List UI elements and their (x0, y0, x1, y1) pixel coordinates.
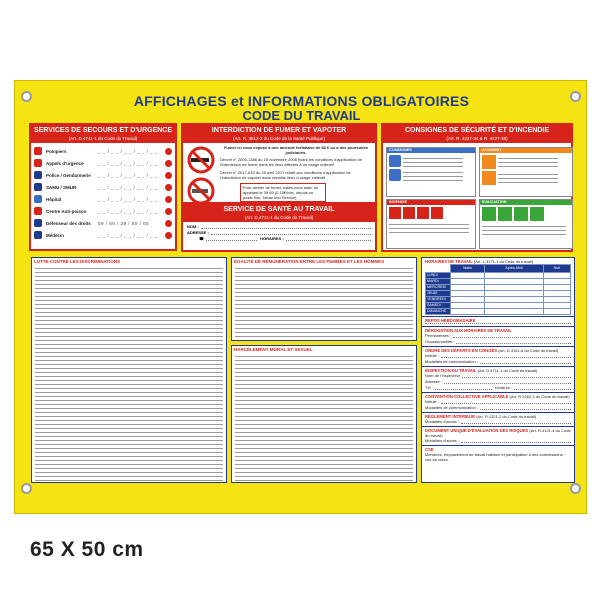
phone-icon (34, 159, 42, 167)
reglement-modalites-field (425, 419, 571, 425)
schedule-day: VENDREDI (426, 297, 451, 303)
hospital-icon (34, 195, 42, 203)
sante-subtitle: (Art. D.4711-1 du Code du Travail) (183, 215, 375, 222)
secours-title: SERVICES DE SECOURS ET D'URGENCE (31, 125, 175, 136)
poster (14, 80, 587, 514)
secours-number: _ _ / _ _ / _ _ / _ _ / _ _ (98, 232, 158, 238)
ambulance-icon (34, 183, 42, 191)
fumer-decret-2006: Décret n° 2006-1386 du 15 novembre 2006 fixant les conditions d'application de l'interdiction de fumer dans les lieux affectés à un usage collectif (220, 157, 362, 167)
accident-text (498, 171, 558, 185)
horaires-label: Horaires : (494, 385, 513, 390)
alarm-icon (389, 155, 401, 167)
emergency-exit-icon (530, 207, 544, 221)
consignes-label: CONSIGNES (387, 148, 475, 153)
reglement-title: RÈGLEMENT INTÉRIEUR (425, 414, 476, 419)
nom-inspecteur-label: Nom de l'inspecteur (425, 373, 461, 378)
egalite-panel (231, 257, 417, 341)
horaires-ref: (Art. L.3171-1 du Code du travail) (473, 259, 534, 264)
harcelement-panel (231, 345, 417, 483)
emergency-badge-icon (165, 172, 172, 179)
right-info-panel (421, 257, 575, 483)
phone-icon: ☎ (199, 236, 204, 241)
consignes-icons (387, 153, 475, 183)
fire-truck-icon (34, 147, 42, 155)
secours-number: 09 / 69 / 39 / 00 / 00 (98, 220, 150, 226)
incendie-box (386, 199, 476, 249)
secours-number: _ _ / _ _ / _ _ / _ _ / _ _ (98, 172, 158, 178)
discrimination-panel (31, 257, 227, 483)
modalites-label: Modalités de communication : (425, 405, 478, 410)
schedule-day: JEUDI (426, 291, 451, 297)
schedule-day: MARDI (426, 279, 451, 285)
grommet-hole (570, 483, 581, 494)
discrimination-text (35, 265, 223, 481)
incendie-label: INCENDIE (387, 200, 475, 205)
incendie-panel (381, 123, 573, 252)
conges-ref: (Art. D.3141-6 du Code du travail) (498, 348, 559, 353)
emergency-badge-icon (165, 208, 172, 215)
fire-hose-icon (403, 207, 415, 219)
schedule-table (425, 264, 571, 315)
emergency-badge-icon (165, 196, 172, 203)
modalites-acces-label: Modalités d'accès : (425, 438, 459, 443)
schedule-day: LUNDI (426, 273, 451, 279)
grommet-hole (21, 483, 32, 494)
schedule-cell (485, 309, 544, 315)
sante-horaires-label: HORAIRES : (260, 236, 284, 241)
sante-adresse-label: ADRESSE : (187, 230, 209, 235)
secours-row (31, 205, 175, 217)
emergency-badge-icon (165, 232, 172, 239)
inspection-title: INSPECTION DU TRAVAIL (425, 368, 477, 373)
poster-title: AFFICHAGES et INFORMATIONS OBLIGATOIRES (133, 93, 470, 109)
secours-number: _ _ / _ _ / _ _ / _ _ / _ _ (98, 196, 158, 202)
secours-row (31, 169, 175, 181)
modalites-acces-label: Modalités d'accès : (425, 419, 459, 424)
cse-section (422, 446, 574, 463)
occasionnelles-label: Occasionnelles : (425, 339, 455, 344)
sante-title: SERVICE DE SANTÉ AU TRAVAIL (183, 204, 375, 215)
fire-phone-icon (431, 207, 443, 219)
cse-title: CSE (425, 447, 434, 452)
consignes-box (386, 147, 476, 197)
accident-label: ACCIDENT (480, 148, 572, 153)
modalites-label: Modalités de communication : (425, 359, 478, 364)
inspection-section (422, 367, 574, 393)
schedule-cell (451, 309, 485, 315)
conges-modalites-field (425, 359, 571, 365)
emergency-badge-icon (165, 220, 172, 227)
harcelement-title: HARCÈLEMENT MORAL ET SEXUEL (234, 347, 313, 352)
secours-label: Défenseur des droits (46, 220, 91, 226)
schedule-day: MERCREDI (426, 285, 451, 291)
evacuation-text (482, 223, 566, 237)
conges-title: ORDRE DES DÉPARTS EN CONGÉS (425, 348, 498, 353)
accident-icons (480, 153, 572, 187)
schedule-day: SAMEDI (426, 303, 451, 309)
duer-modalites-field (425, 438, 571, 444)
permanentes-label: Permanentes : (425, 333, 452, 338)
fumer-subtitle: (Art. R. 3512-2 du Code de la Santé Publique) (183, 136, 375, 143)
inspection-ref: (Art. D.4711-1 du Code du travail) (477, 368, 538, 373)
exit-icon (482, 207, 496, 221)
schedule-col-header: Nuit (543, 265, 570, 273)
harcelement-text (235, 353, 413, 481)
secours-panel (29, 123, 177, 251)
emergency-badge-icon (165, 160, 172, 167)
duer-title: DOCUMENT UNIQUE D'ÉVALUATION DES RISQUES (425, 428, 529, 433)
duer-section (422, 427, 574, 446)
discrimination-title: LUTTE CONTRE LES DISCRIMINATIONS (34, 259, 121, 264)
alarm-button-icon (417, 207, 429, 219)
secours-label: Centre Anti-poison (46, 208, 87, 214)
secours-row (31, 229, 175, 241)
derogation-title: DÉROGATION AUX HORAIRES DE TRAVAIL (425, 328, 512, 333)
egalite-title: ÉGALITÉ DE RÉMUNÉRATION ENTRE LES FEMMES ET LES HOMMES (234, 259, 385, 264)
no-smoking-icon (186, 145, 216, 207)
egalite-text (235, 265, 413, 339)
convention-section (422, 393, 574, 413)
intitule-label: Intitulé : (425, 399, 440, 404)
accident-box (479, 147, 573, 197)
secours-label: Pompiers (46, 148, 67, 154)
convention-ref: (Art. R.2262-3 du Code du travail) (509, 394, 570, 399)
extinguisher-icon (389, 207, 401, 219)
horaires-section (422, 258, 574, 317)
secours-list (31, 143, 175, 241)
poster-subtitle: CODE DU TRAVAIL (242, 108, 361, 123)
incendie-text (389, 221, 469, 235)
rights-icon (34, 219, 42, 227)
repos-section (422, 317, 574, 327)
schedule-row (426, 309, 571, 315)
schedule-cell (543, 309, 570, 315)
doctor-icon (34, 231, 42, 239)
arrow-exit-icon (514, 207, 528, 221)
repos-title: REPOS HEBDOMADAIRE (425, 318, 476, 323)
phone-icon (389, 169, 401, 181)
consignes-text (403, 155, 463, 167)
incendie-subtitle: (Art. R. 4227-34 & R. 4227-38) (383, 136, 571, 143)
evacuation-box (479, 199, 573, 249)
derogation-section (422, 327, 574, 347)
tel-label: Tél : (425, 385, 433, 390)
secours-row (31, 181, 175, 193)
schedule-day: DIMANCHE (426, 309, 451, 315)
evacuation-label: ÉVACUATION (480, 200, 572, 205)
sante-nom-label: NOM : (187, 224, 199, 229)
sante-fields (183, 222, 375, 244)
sante-horaires-field (187, 236, 371, 242)
secours-row (31, 193, 175, 205)
secours-label: Médecin (46, 232, 65, 238)
convention-modalites-field (425, 405, 571, 411)
convention-title: CONVENTION COLLECTIVE APPLICABLE (425, 394, 509, 399)
secours-number: _ _ / _ _ / _ _ / _ _ / _ _ (98, 208, 158, 214)
fumer-title: INTERDICTION DE FUMER ET VAPOTER (183, 125, 375, 136)
secours-number: _ _ / _ _ / _ _ / _ _ / _ _ (98, 184, 158, 190)
secours-row (31, 157, 175, 169)
fumer-fine-text: Fumer ici vous expose à une amende forfaitaire de 68 € ou à des poursuites judiciaires. (223, 145, 369, 155)
adresse-label: Adresse : (425, 379, 442, 384)
secours-label: Police / Gendarmerie (46, 172, 91, 178)
inspection-tel-field (425, 385, 571, 391)
occasionnelles-field (425, 339, 571, 345)
tabac-info-box: Pour arrêter de fumer, faites-vous aider en appelant le 39 89 (0,15€/min, depuis un poste fixe, Tabac Info Service) (240, 183, 326, 202)
repos-field (425, 323, 571, 325)
fumer-decret-2017: Décret n° 2017-633 du 25 avril 2017 relatif aux conditions d'application de l'interdiction de vapoter dans certains lieux à usage collectif (220, 170, 351, 180)
assembly-point-icon (498, 207, 512, 221)
emergency-badge-icon (165, 184, 172, 191)
duer-ref: (Art. R.4121-4 du Code du travail) (425, 428, 571, 438)
size-label: 65 X 50 cm (30, 538, 144, 561)
evacuation-icons (480, 205, 572, 239)
reglement-section (422, 413, 574, 427)
poison-icon (34, 207, 42, 215)
cse-text: Membres, emplacement de travail habituel et participation à des commissions : voir au verso (425, 452, 565, 462)
reglement-ref: (Art. R.1321-1 du Code du travail) (476, 414, 537, 419)
schedule-col-header: Après-Midi (485, 265, 544, 273)
secours-row (31, 145, 175, 157)
police-icon (34, 171, 42, 179)
consignes-text (403, 169, 463, 181)
first-aid-icon (482, 155, 496, 169)
secours-label: Hôpital (46, 196, 62, 202)
horaires-title: HORAIRES DE TRAVAIL (425, 259, 473, 264)
secours-subtitle: (Art. D.4711-1 du Code du Travail) (31, 136, 175, 143)
incendie-icons (387, 205, 475, 237)
sante-panel (181, 202, 377, 252)
intitule-label: Intitulé : (425, 353, 440, 358)
emergency-badge-icon (165, 148, 172, 155)
secours-number: _ _ / _ _ / _ _ / _ _ / _ _ (98, 160, 158, 166)
warning-icon (482, 171, 496, 185)
conges-section (422, 347, 574, 367)
incendie-title: CONSIGNES DE SÉCURITÉ ET D'INCENDIE (383, 125, 571, 136)
schedule-col-header: Matin (451, 265, 485, 273)
secours-label: Appels d'urgence (46, 160, 84, 166)
secours-number: _ _ / _ _ / _ _ / _ _ / _ _ (98, 148, 158, 154)
secours-row (31, 217, 175, 229)
secours-label: SAMU / SMUR (46, 184, 77, 190)
accident-text (498, 155, 558, 169)
